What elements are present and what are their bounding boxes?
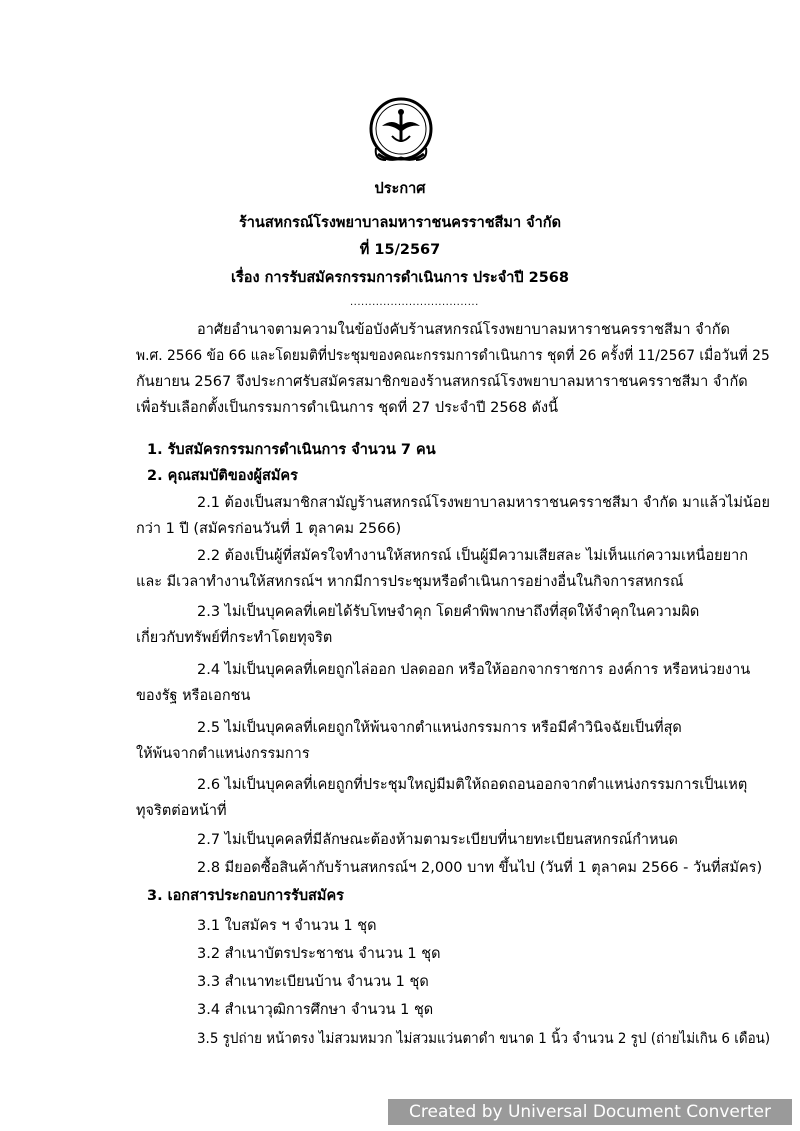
intro-line: กันยายน 2567 จึงประกาศรับสมัครสมาชิกของร้านสหกรณ์โรงพยาบาลมหาราชนครราชสีมา จำกัด xyxy=(136,374,748,390)
qualification-item: 2.8 มียอดซื้อสินค้ากับร้านสหกรณ์ฯ 2,000 บาท ขึ้นไป (วันที่ 1 ตุลาคม 2566 - วันที่สมัคร) xyxy=(197,860,763,876)
document-item: 3.4 สำเนาวุฒิการศึกษา จำนวน 1 ชุด xyxy=(197,1002,434,1018)
announcement-number: ที่ 15/2567 xyxy=(359,242,441,258)
intro-line: อาศัยอำนาจตามความในข้อบังคับร้านสหกรณ์โรงพยาบาลมหาราชนครราชสีมา จำกัด xyxy=(197,322,730,338)
qualification-item-cont: ให้พ้นจากตำแหน่งกรรมการ xyxy=(136,746,310,762)
section-heading: 1. รับสมัครกรรมการดำเนินการ จำนวน 7 คน xyxy=(147,442,436,458)
announcement-subject: เรื่อง การรับสมัครกรรมการดำเนินการ ประจำปี 2568 xyxy=(231,270,569,286)
organization-name: ร้านสหกรณ์โรงพยาบาลมหาราชนครราชสีมา จำกัด xyxy=(239,215,561,231)
qualification-item: 2.3 ไม่เป็นบุคคลที่เคยได้รับโทษจำคุก โดยคำพิพากษาถึงที่สุดให้จำคุกในความผิด xyxy=(197,604,700,620)
document-item: 3.3 สำเนาทะเบียนบ้าน จำนวน 1 ชุด xyxy=(197,974,429,990)
qualification-item: 2.6 ไม่เป็นบุคคลที่เคยถูกที่ประชุมใหญ่มีมติให้ถอดถอนออกจากตำแหน่งกรรมการเป็นเหตุ xyxy=(197,777,748,793)
qualification-item-cont: กว่า 1 ปี (สมัครก่อนวันที่ 1 ตุลาคม 2566) xyxy=(136,521,402,537)
intro-line: เพื่อรับเลือกตั้งเป็นกรรมการดำเนินการ ชุดที่ 27 ประจำปี 2568 ดังนี้ xyxy=(136,400,559,416)
qualification-item-cont: และ มีเวลาทำงานให้สหกรณ์ฯ หากมีการประชุมหรือดำเนินการอย่างอื่นในกิจการสหกรณ์ xyxy=(136,574,684,590)
cooperative-seal-icon xyxy=(368,96,434,166)
qualification-item: 2.5 ไม่เป็นบุคคลที่เคยถูกให้พ้นจากตำแหน่งกรรมการ หรือมีคำวินิจฉัยเป็นที่สุด xyxy=(197,720,682,736)
qualification-item-cont: เกี่ยวกับทรัพย์ที่กระทำโดยทุจริต xyxy=(136,630,333,646)
document-item: 3.1 ใบสมัคร ฯ จำนวน 1 ชุด xyxy=(197,918,377,934)
intro-line: พ.ศ. 2566 ข้อ 66 และโดยมติที่ประชุมของคณะกรรมการดำเนินการ ชุดที่ 26 ครั้งที่ 11/2567 เมื่อวันที่ 25 xyxy=(136,348,770,364)
section-heading: 3. เอกสารประกอบการรับสมัคร xyxy=(147,888,344,904)
section-heading: 2. คุณสมบัติของผู้สมัคร xyxy=(147,468,298,484)
converter-watermark: Created by Universal Document Converter xyxy=(388,1099,792,1125)
qualification-item: 2.4 ไม่เป็นบุคคลที่เคยถูกไล่ออก ปลดออก หรือให้ออกจากราชการ องค์การ หรือหน่วยงาน xyxy=(197,662,751,678)
qualification-item: 2.1 ต้องเป็นสมาชิกสามัญร้านสหกรณ์โรงพยาบาลมหาราชนครราชสีมา จำกัด มาแล้วไม่น้อย xyxy=(197,495,770,511)
document-item: 3.5 รูปถ่าย หน้าตรง ไม่สวมหมวก ไม่สวมแว่นตาดำ ขนาด 1 นิ้ว จำนวน 2 รูป (ถ่ายไม่เกิน 6 เดือน) xyxy=(197,1031,771,1047)
qualification-item: 2.7 ไม่เป็นบุคคลที่มีลักษณะต้องห้ามตามระเบียบที่นายทะเบียนสหกรณ์กำหนด xyxy=(197,832,678,848)
qualification-item-cont: ทุจริตต่อหน้าที่ xyxy=(136,803,227,819)
announcement-title: ประกาศ xyxy=(374,181,426,197)
document-item: 3.2 สำเนาบัตรประชาชน จำนวน 1 ชุด xyxy=(197,946,441,962)
qualification-item-cont: ของรัฐ หรือเอกชน xyxy=(136,688,251,704)
qualification-item: 2.2 ต้องเป็นผู้ที่สมัครใจทำงานให้สหกรณ์ เป็นผู้มีความเสียสละ ไม่เห็นแก่ความเหนื่อยยาก xyxy=(197,548,749,564)
separator: ................................... xyxy=(350,297,479,308)
